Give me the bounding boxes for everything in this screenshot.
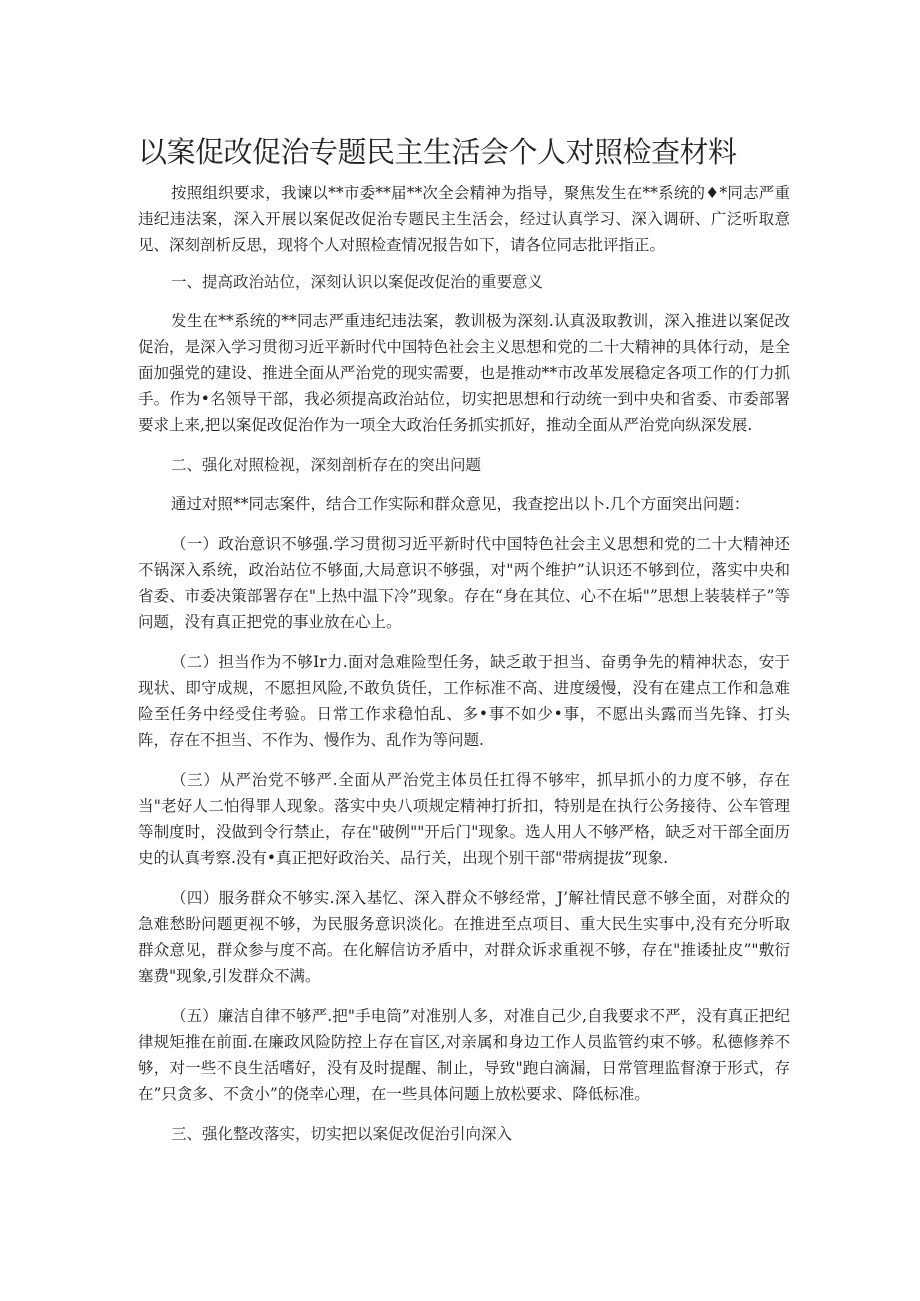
issue-paragraph-5: （五）廉洁自律不够严.把"手电筒”对准别人多，对准自己少,自我要求不严，没有真正把纪律规矩推在前面.在廉政风险防控上存在盲区,对亲属和身边工作人员监管约束不够。私德修养不够，对一些不良生活嗜好，没有及时提醒、制止，导致"跑白滴漏，日常管理监督潦于形式，存在”只贪多、不贪小”的侥幸心理，在一些具体问题上放松要求、降低标准。	[138, 1007, 790, 1103]
section-2-intro-paragraph: 通过对照**同志案件，结合工作实际和群众意见，我查挖出以卜.几个方面突出问题：	[171, 495, 750, 513]
section-heading-2: 二、强化对照检视，深刻剖析存在的突出问题	[171, 456, 482, 474]
section-heading-1: 一、提高政治站位，深刻认识以案促改促治的重要意义	[171, 273, 544, 291]
document-title: 以案促改促治专题民主生活会个人对照检查材料	[138, 135, 737, 169]
section-1-paragraph: 发生在**系统的**同志严重违纪违法案，教训极为深刻.认真汲取教训，深入推进以案促改促治，是深入学习贯彻习近平新时代中国特色社会主义思想和党的二十大精神的具体行动，是全面加强党的建设、推进全面从严治党的现实需要，也是推动**市改革发展稳定各项工作的仃力抓手。作为•名领导干部，我必须提高政治站位，切实把思想和行动统一到中央和省委、市委部署要求上来,把以案促改促治作为一项全大政治任务抓实抓好，推动全面从严治党向纵深发展.	[138, 312, 790, 434]
section-heading-3: 三、强化整改落实，切实把以案促改促治引向深入	[171, 1125, 513, 1143]
issue-paragraph-1: （一）政治意识不够强.学习贯彻习近平新时代中国特色社会主义思想和党的二十大精神还不锅深入系统，政治站位不够面,大局意识不够强，对"两个维护”认识还不够到位，落实中央和省委、市委决策部署存在"上热中温下冷”现象。存在“身在其位、心不在垢"”思想上装装样子”等问题，没有真正把党的事业放在心上。	[138, 535, 790, 631]
issue-paragraph-3: （三）从严治党不够严.全面从严治党主体员任扛得不够牢，抓早抓小的力度不够，存在当"老好人二怕得罪人现象。落实中央八项规定精神打折扣，特别是在执行公务接待、公车管理等制度时，没做到令行禁止，存在"破例""开后门"现象。选人用人不够严格，缺乏对干部全面历史的认真考察.没有•真正把好政治关、品行关，出现个别干部"带病提拔”现象.	[138, 771, 790, 867]
document-body	[138, 180, 790, 1147]
issue-paragraph-4: （四）服务群众不够实.深入基忆、深入群众不够经常，J’解社情民意不够全面，对群众的急难愁盼问题更视不够，为民服务意识淡化。在推进至点项目、重大民生实事中,没有充分听取群众意见，群众参与度不高。在化解信访矛盾中，对群众诉求重视不够，存在"推诿扯皮”"敷衍塞费"现象,引发群众不满。	[138, 889, 790, 985]
issue-paragraph-2: （二）担当作为不够Ir力.面对急难险型任务，缺乏敢于担当、奋勇争先的精神状态，安于现状、即守成规，不愿担风险,不敢负货任，工作标准不高、进度缓慢，没有在建点工作和急难险至任务中经受住考验。日常工作求稳怕乱、多•事不如少•事，不愿出头露而当先锋、打头阵，存在不担当、不作为、慢作为、乱作为等问题.	[138, 653, 790, 749]
intro-paragraph: 按照组织要求，我谏以**市委**届**次全会精神为指导，聚焦发生在**系统的♦*同志严重违纪违法案，深入开展以案促改促治专题民主生活会，经过认真学习、深入调研、广泛听取意见、深刻剖析反思，现将个人对照检查情况报告如下，请各位同志批评指正。	[138, 184, 790, 254]
